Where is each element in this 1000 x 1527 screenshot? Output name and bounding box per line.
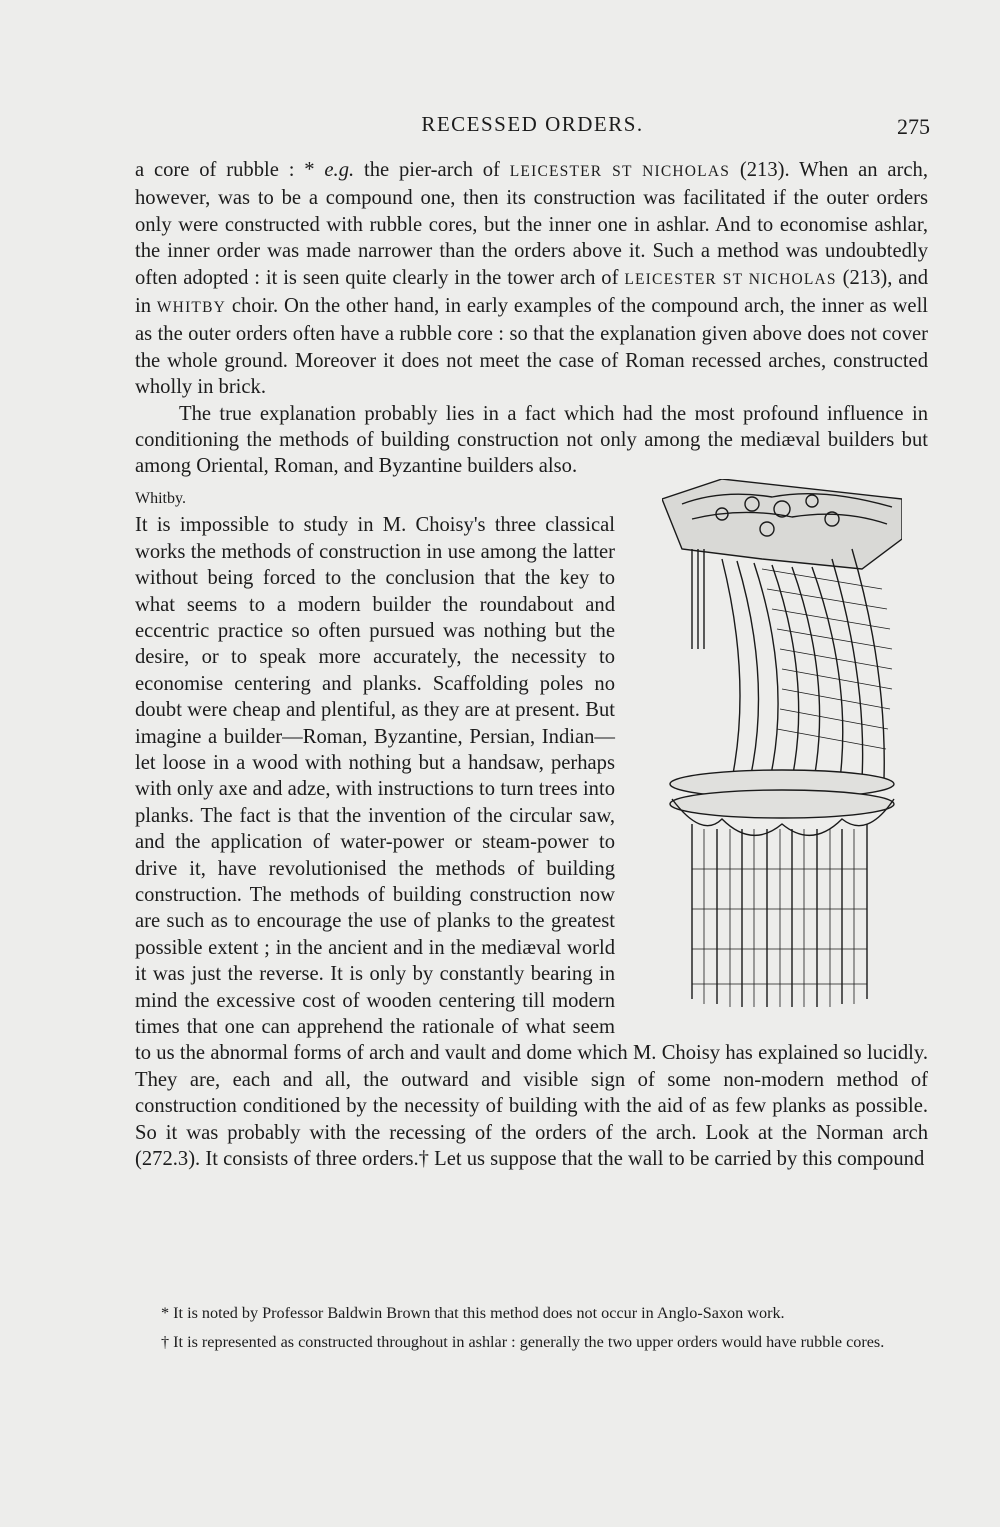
- paragraph-1: [135, 157, 928, 401]
- text-run: a core of rubble : *: [135, 159, 325, 181]
- running-head: RECESSED ORDERS.: [421, 112, 644, 136]
- text-run: the pier-arch of: [354, 159, 510, 181]
- page-number: 275: [897, 114, 930, 139]
- text-run: The true explanation probably lies in a fact which had the most profound influence in conditioning the methods of building construction not only among the mediæval builders but among Oriental, Roman, and Byzantine builders also.: [135, 402, 928, 478]
- footnotes: [135, 1303, 928, 1360]
- body-text: [135, 157, 928, 1172]
- place-name: LEICESTER ST NICHOLAS: [509, 163, 731, 180]
- footnote: † It is represented as constructed throughout in ashlar : generally the two upper orders would have rubble cores.: [161, 1332, 885, 1351]
- paragraph-2: [135, 401, 928, 480]
- text-run: (213). When an arch, however, was to be a compound one, then its construction was facilitated if the outer orders only were constructed with rubble cores, but the inner one in ashlar. And to economise ashlar, the inner order was made narrower than the orders above it. Such a method was undoubtedly often adopted : it is seen quite clearly in the tower arch of: [135, 159, 929, 289]
- place-name: WHITBY: [156, 299, 227, 317]
- figure: [629, 479, 934, 1034]
- pier-capital-illustration: [662, 479, 902, 1009]
- text-run: choir. On the other hand, in early examples of the compound arch, the inner as well as the outer orders often have a rubble core : so that the explanation given above does not cover the whole ground. Moreover it does not meet the case of Roman recessed arches, constructed wholly in brick.: [135, 295, 929, 399]
- footnote: * It is noted by Professor Baldwin Brown that this method does not occur in Anglo-Saxon work.: [161, 1304, 785, 1322]
- page-header: [135, 112, 930, 146]
- figure-caption: Whitby.: [135, 489, 186, 507]
- place-name: LEICESTER ST NICHOLAS: [624, 270, 837, 288]
- text-run: It is impossible to study in M. Choisy's three classical works the methods of construction in use among the latter without being forced to the conclusion that the key to what seems to a modern builder the roundabout and eccentric practice so often pursued was nothing but the desire, or to speak more accurately, the necessity to economise centering and planks. Scaffolding poles no doubt were cheap and plentiful, as they are at present. But imagine a builder—Roman, Byzantine, Persian, Indian—let loose in a wood with nothing but a handsaw, perhaps with only axe and adze, with instructions to turn trees into planks. The fact is that the invention of the circular saw, and the application of water-power or steam-power to drive it, have revolutionised the methods of building construction. The methods of building construction now are such as to encourage the use of planks to the greatest possible extent ; in the ancient and in the mediæval world it was just the reverse. It is only by constantly bearing in mind the excessive cost of wooden centering till modern times that one can apprehend the rationale of what seem to us the abnormal forms of arch and vault and dome which M. Choisy has explained so lucidly. They are, each and all, the outward and visible sign of some non-modern method of construction conditioned by the necessity of building with the aid of as few planks as possible. So it was probably with the recessing of the orders of the arch. Look at the Norman arch (272.3). It consists of three orders.† Let us suppose that the wall to be carried by this compound: [135, 514, 928, 1171]
- text-run-italic: e.g.: [324, 159, 355, 181]
- text-run: (213), and in: [135, 266, 928, 318]
